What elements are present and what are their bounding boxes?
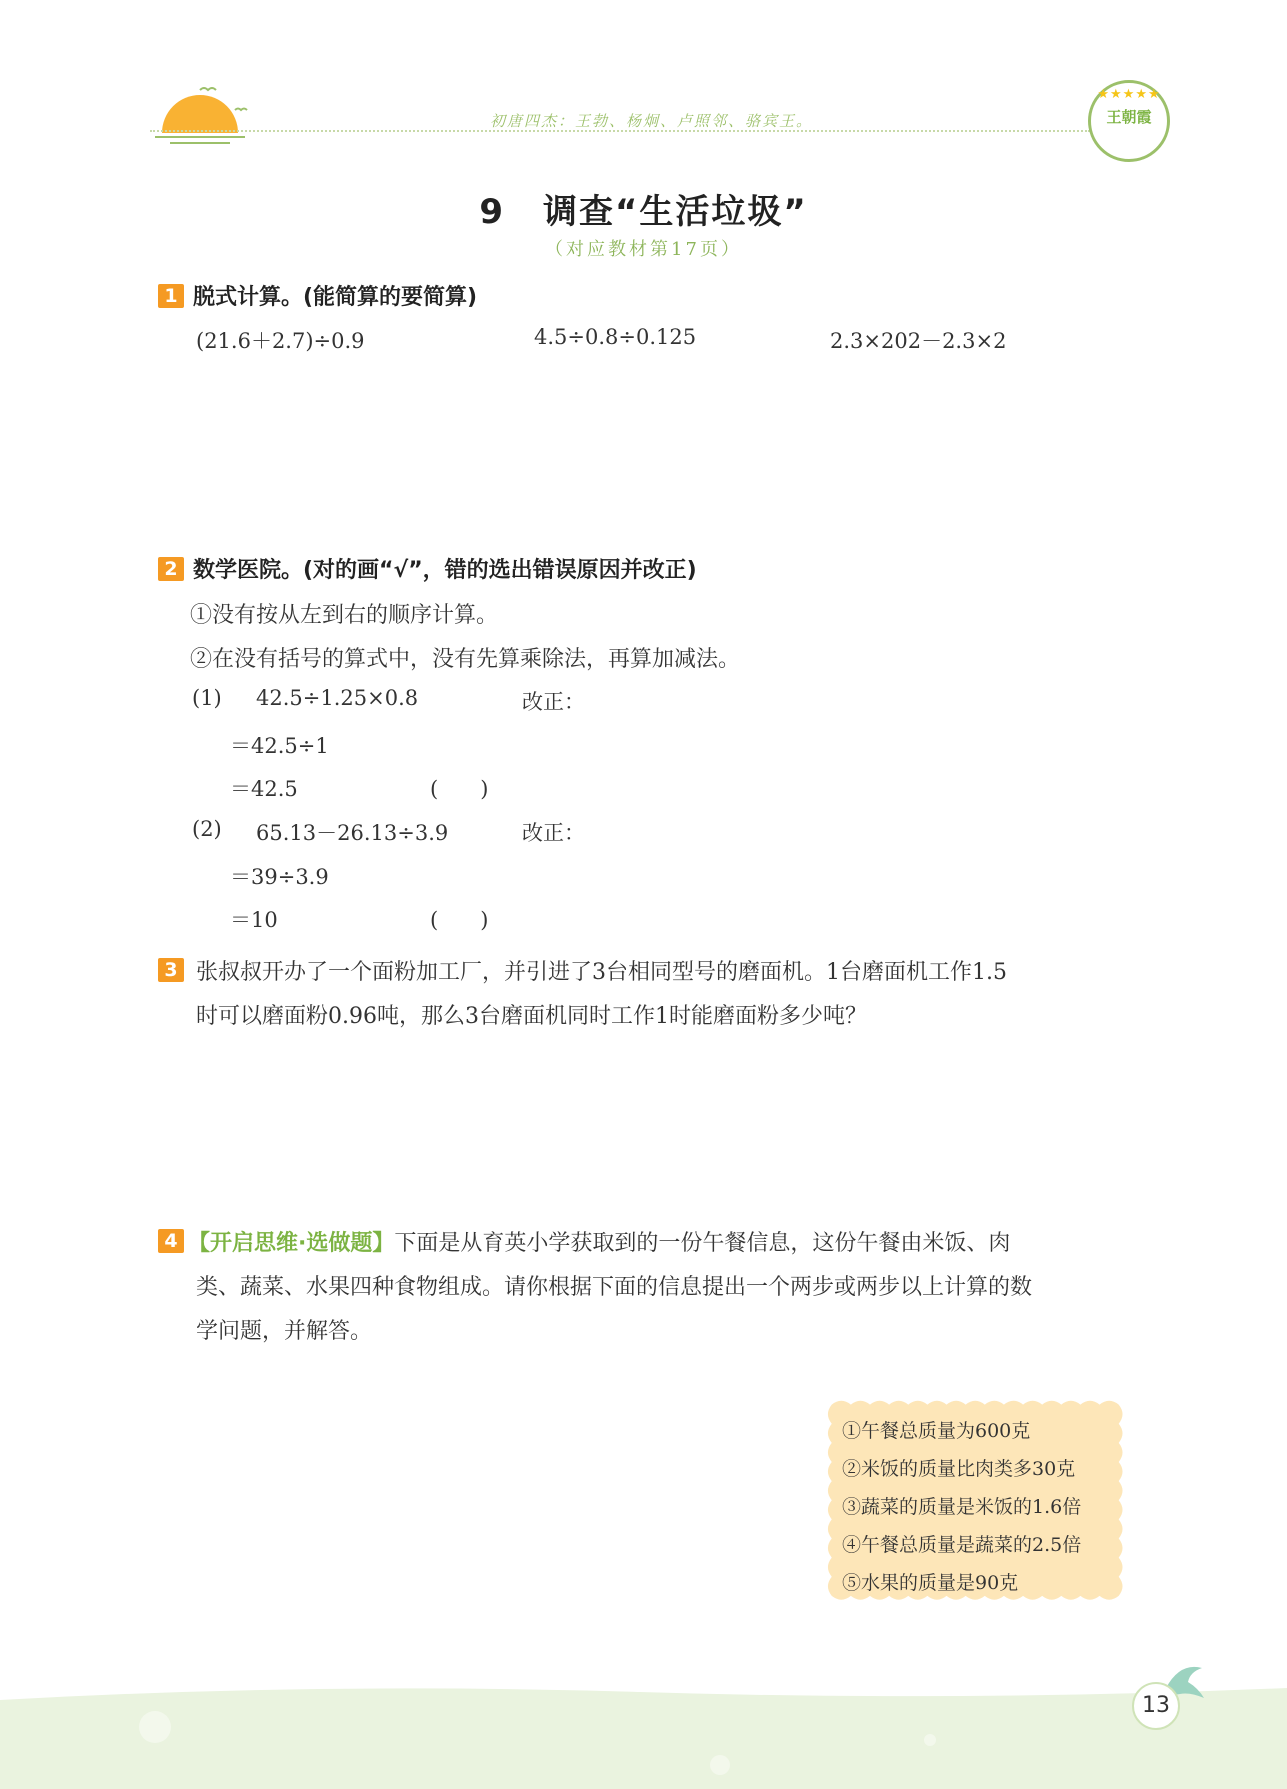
q2-p1-label: (1) — [192, 686, 222, 710]
q2-p1-step-1: ＝42.5÷1 — [230, 734, 329, 758]
q1-badge: 1 — [158, 284, 184, 308]
info-item-5: ⑤水果的质量是90克 — [842, 1572, 1019, 1594]
q3-line-1: 张叔叔开办了一个面粉加工厂，并引进了3台相同型号的磨面机。1台磨面机工作1.5 — [196, 960, 1007, 985]
sun-logo-icon — [150, 75, 260, 155]
brand-logo — [1088, 80, 1170, 162]
q2-heading — [158, 553, 697, 584]
q1-item-1: (21.6＋2.7)÷0.9 — [196, 329, 365, 353]
q4-line-2: 类、蔬菜、水果四种食物组成。请你根据下面的信息提出一个两步或两步以上计算的数 — [196, 1275, 1033, 1300]
q2-p1-fix: 改正： — [522, 690, 585, 714]
page-number: 13 — [1132, 1682, 1180, 1730]
q2-reason-1: ①没有按从左到右的顺序计算。 — [190, 603, 499, 628]
q4-line-3: 学问题，并解答。 — [196, 1319, 373, 1344]
page-subtitle: （对应教材第17页） — [545, 239, 742, 260]
q1-item-3: 2.3×202－2.3×2 — [830, 329, 1007, 353]
header-quote: 初唐四杰：王勃、杨炯、卢照邻、骆宾王。 — [490, 112, 814, 130]
footer-wave — [0, 1680, 1287, 1789]
info-item-1: ①午餐总质量为600克 — [842, 1420, 1031, 1442]
q4-tag: 【开启思维·选做题】 — [188, 1231, 395, 1256]
q3-line-2: 时可以磨面粉0.96吨，那么3台磨面机同时工作1时能磨面粉多少吨？ — [196, 1004, 867, 1029]
q2-badge: 2 — [158, 557, 184, 581]
star-icon: ★★★★★ — [1097, 87, 1161, 102]
q2-p2-step-1: ＝39÷3.9 — [230, 865, 329, 889]
q2-p1-step-2: ＝42.5 — [230, 777, 298, 801]
q2-reason-2: ②在没有括号的算式中，没有先算乘除法，再算加减法。 — [190, 647, 741, 672]
q1-heading-text: 脱式计算。(能简算的要简算) — [193, 285, 478, 310]
q4-badge: 4 — [158, 1229, 184, 1253]
q2-heading-text: 数学医院。(对的画“√”，错的选出错误原因并改正) — [193, 558, 697, 583]
page-title — [0, 184, 1287, 233]
q2-p2-label: (2) — [192, 817, 222, 841]
info-item-4: ④午餐总质量是蔬菜的2.5倍 — [842, 1534, 1082, 1556]
info-item-3: ③蔬菜的质量是米饭的1.6倍 — [842, 1496, 1082, 1518]
q2-p1-answer-paren[interactable]: ( ) — [430, 777, 489, 801]
logo-text: 王朝霞 — [1106, 108, 1152, 126]
info-item-2: ②米饭的质量比肉类多30克 — [842, 1458, 1076, 1480]
lesson-title: 调查“生活垃圾” — [542, 192, 808, 232]
q2-p1-expr: 42.5÷1.25×0.8 — [256, 686, 419, 710]
q4-line-1 — [188, 1226, 1010, 1257]
q3-badge: 3 — [158, 958, 184, 982]
q1-heading — [158, 280, 477, 311]
q4-line-1-text: 下面是从育英小学获取到的一份午餐信息，这份午餐由米饭、肉 — [394, 1231, 1011, 1256]
lesson-number: 9 — [479, 192, 505, 232]
info-note-list — [842, 1412, 1081, 1602]
q1-item-2: 4.5÷0.8÷0.125 — [534, 325, 697, 349]
q2-p2-answer-paren[interactable]: ( ) — [430, 908, 489, 932]
q2-p2-expr: 65.13－26.13÷3.9 — [256, 821, 449, 845]
q2-p2-step-2: ＝10 — [230, 908, 278, 932]
q2-p2-fix: 改正： — [522, 821, 585, 845]
